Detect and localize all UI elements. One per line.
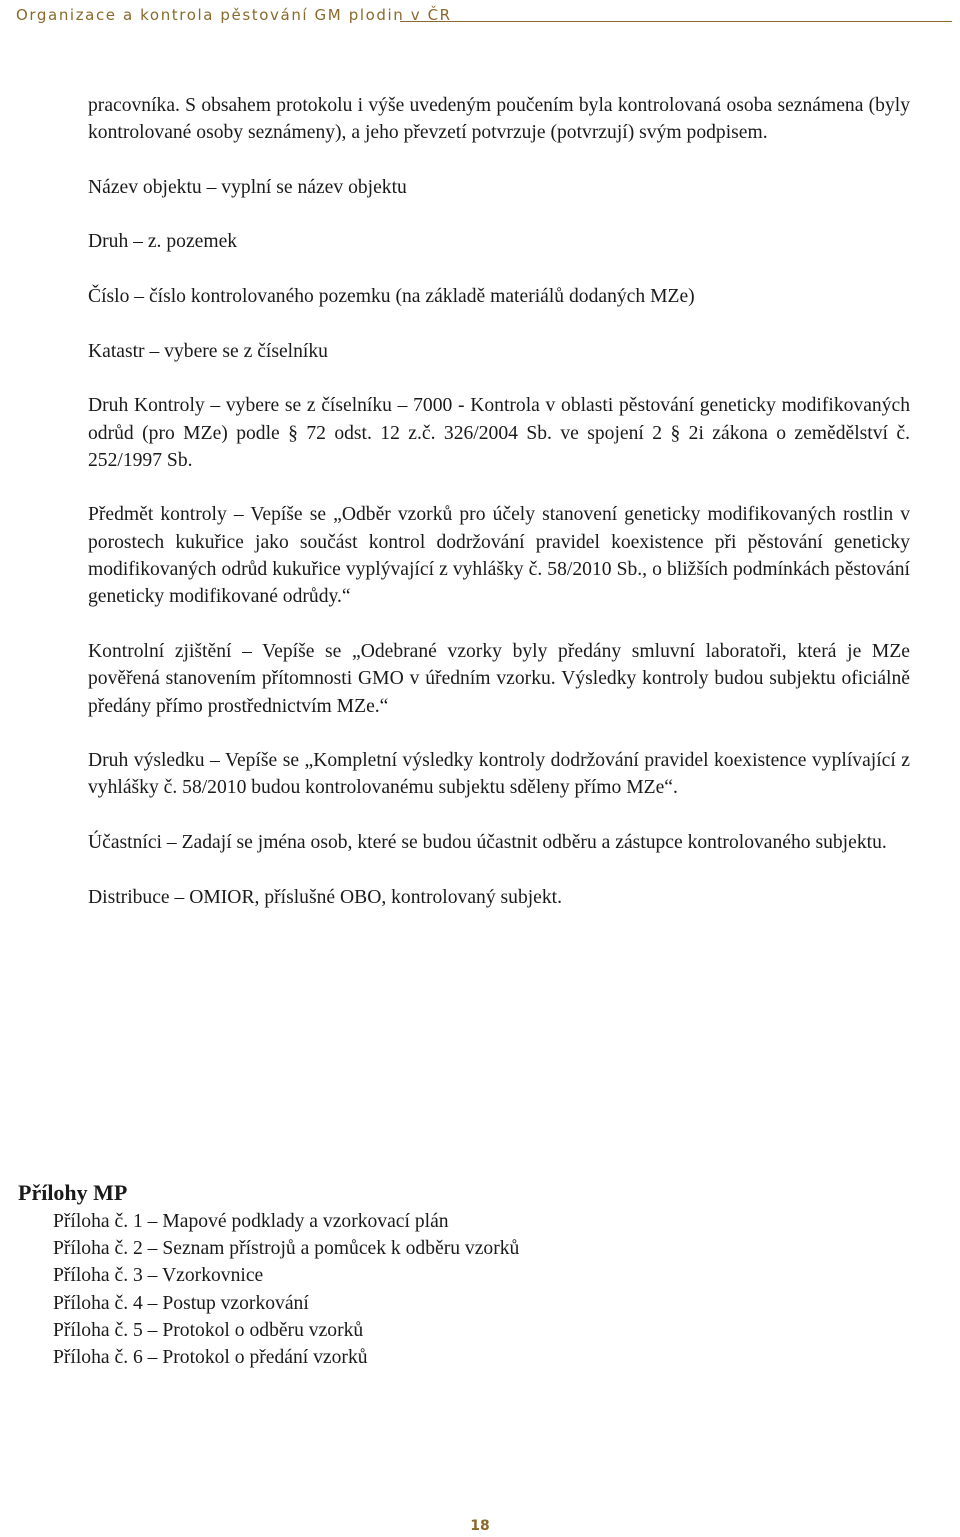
attachment-item: Příloha č. 3 – Vzorkovnice bbox=[53, 1265, 264, 1287]
paragraph-protocol-acknowledgement: pracovníka. S obsahem protokolu i výše uvedeným poučením byla kontrolovaná osoba seznámena (byly kontrolované osoby seznámeny), a jeho převzetí potvrzuje (potvrzují) svým podpisem. bbox=[88, 95, 910, 144]
attachments-heading: Přílohy MP bbox=[18, 1180, 128, 1205]
page-header bbox=[16, 4, 960, 30]
header-title: Organizace a kontrola pěstování GM plodin v ČR bbox=[16, 6, 452, 24]
page-number: 18 bbox=[470, 1518, 490, 1534]
paragraph-result-type: Druh výsledku – Vepíše se „Kompletní výsledky kontroly dodržování pravidel koexistence vyplívající z vyhlášky č. 58/2010 budou kontrolovanému subjektu sděleny přímo MZe“. bbox=[88, 750, 910, 799]
document-body bbox=[88, 92, 910, 911]
attachment-item: Příloha č. 1 – Mapové podklady a vzorkovací plán bbox=[53, 1211, 449, 1232]
header-rule bbox=[400, 21, 952, 22]
paragraph-type: Druh – z. pozemek bbox=[88, 231, 238, 253]
paragraph-control-findings: Kontrolní zjištění – Vepíše se „Odebrané vzorky byly předány smluvní laboratoři, která je MZe pověřená stanovením přítomnosti GMO v úředním vzorku. Výsledky kontroly budou subjektu oficiálně předány přímo prostřednictvím MZe.“ bbox=[88, 640, 910, 717]
paragraph-control-type: Druh Kontroly – vybere se z číselníku – 7000 - Kontrola v oblasti pěstování geneticky modifikovaných odrůd (pro MZe) podle § 72 odst. 12 z.č. 326/2004 Sb. ve spojení 2 § 2i zákona o zemědělství č. 252/1997 Sb. bbox=[88, 395, 910, 471]
paragraph-control-subject: Předmět kontroly – Vepíše se „Odběr vzorků pro účely stanovení geneticky modifikovaných rostlin v porostech kukuřice jako součást kontrol dodržování pravidel koexistence při pěstování geneticky modifikovaných odrůd kukuřice vyplývající z vyhlášky č. 58/2010 Sb., o bližších podmínkách pěstování geneticky modifikované odrůdy.“ bbox=[88, 504, 910, 608]
attachments-section bbox=[18, 1178, 718, 1371]
attachment-item: Příloha č. 4 – Postup vzorkování bbox=[53, 1292, 309, 1314]
paragraph-participants: Účastníci – Zadají se jména osob, které se budou účastnit odběru a zástupce kontrolovaného subjektu. bbox=[88, 832, 887, 854]
paragraph-number: Číslo – číslo kontrolovaného pozemku (na základě materiálů dodaných MZe) bbox=[88, 286, 695, 308]
attachment-item: Příloha č. 6 – Protokol o předání vzorků bbox=[53, 1347, 368, 1369]
attachments-list bbox=[18, 1208, 718, 1371]
paragraph-cadastre: Katastr – vybere se z číselníku bbox=[88, 340, 328, 362]
attachment-item: Příloha č. 5 – Protokol o odběru vzorků bbox=[53, 1319, 364, 1341]
attachment-item: Příloha č. 2 – Seznam přístrojů a pomůcek k odběru vzorků bbox=[53, 1238, 520, 1260]
paragraph-distribution: Distribuce – OMIOR, příslušné OBO, kontrolovaný subjekt. bbox=[88, 886, 563, 908]
paragraph-object-name: Název objektu – vyplní se název objektu bbox=[88, 176, 407, 198]
